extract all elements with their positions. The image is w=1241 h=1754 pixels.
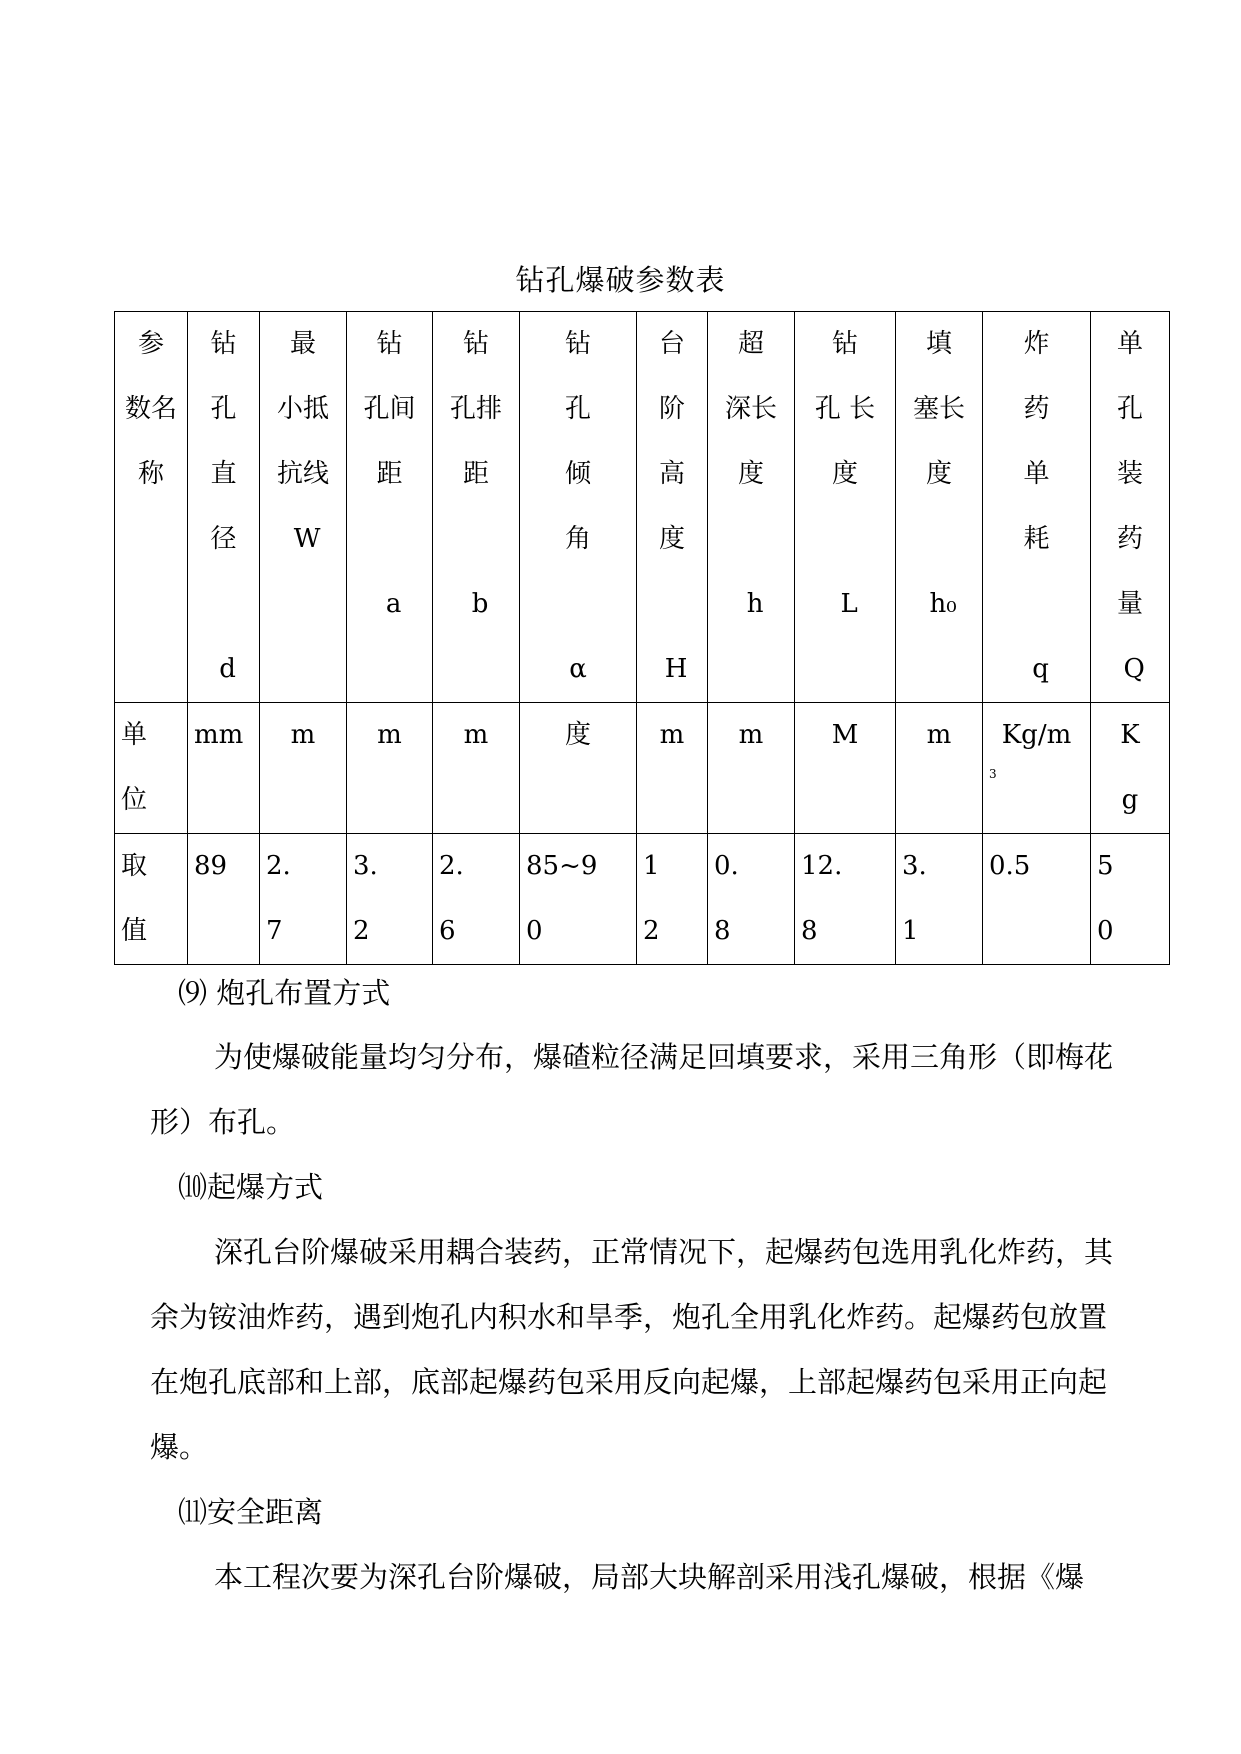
section-9-heading: ⑼ 炮孔布置方式 [178, 976, 391, 1010]
value-cell: 2. 7 [260, 834, 347, 965]
value-cell: 3. 2 [347, 834, 433, 965]
value-cell: 89 [188, 834, 260, 965]
section-9-body: 为使爆破能量均匀分布，爆碴粒径满足回填要求，采用三角形（即梅花形）布孔。 [150, 1040, 1114, 1139]
header-cell-min-burden: 最 小抵 抗线 W [260, 312, 347, 703]
value-row [115, 834, 1170, 965]
header-cell-charge-per-hole: 单 孔 装 药 量 Q [1091, 312, 1170, 703]
unit-superscript: 3 [989, 767, 997, 781]
header-cell-hole-spacing: 钻 孔间 距 a [347, 312, 433, 703]
value-cell: 0. 8 [708, 834, 795, 965]
value-cell: 1 2 [637, 834, 708, 965]
table-title: 钻孔爆破参数表 [515, 263, 726, 297]
value-cell: 5 0 [1091, 834, 1170, 965]
header-cell-hole-diameter: 钻 孔 直 径 d [188, 312, 260, 703]
unit-cell: K g [1091, 703, 1170, 834]
unit-cell: m [347, 703, 433, 834]
unit-cell-powder-factor: Kg/m 3 [983, 703, 1091, 834]
section-11-heading: ⑾安全距离 [178, 1495, 324, 1529]
header-cell-param-name: 参 数名 称 [115, 312, 188, 703]
blasting-parameter-table [114, 311, 1170, 965]
section-10-heading: ⑽起爆方式 [178, 1170, 324, 1204]
header-cell-hole-length: 钻 孔 长 度 L [795, 312, 896, 703]
header-cell-subdrill: 超 深长 度 h [708, 312, 795, 703]
unit-cell: 度 [520, 703, 637, 834]
unit-cell: mm [188, 703, 260, 834]
header-cell-inclination: 钻 孔 倾 角 α [520, 312, 637, 703]
unit-cell: M [795, 703, 896, 834]
section-11-body: 本工程次要为深孔台阶爆破，局部大块解剖采用浅孔爆破，根据《爆 [214, 1560, 1085, 1594]
unit-cell: m [637, 703, 708, 834]
header-cell-bench-height: 台 阶 高 度 H [637, 312, 708, 703]
value-cell: 0.5 [983, 834, 1091, 965]
header-cell-powder-factor: 炸 药 单 耗 q [983, 312, 1091, 703]
header-cell-row-spacing: 钻 孔排 距 b [433, 312, 520, 703]
section-10-body: 深孔台阶爆破采用耦合装药，正常情况下，起爆药包选用乳化炸药，其余为铵油炸药，遇到炮孔内积水和旱季，炮孔全用乳化炸药。起爆药包放置在炮孔底部和上部，底部起爆药包采用反向起爆，上部起爆药包采用正向起爆。 [150, 1235, 1114, 1464]
value-cell: 12. 8 [795, 834, 896, 965]
value-cell: 3. 1 [896, 834, 983, 965]
unit-cell: m [708, 703, 795, 834]
unit-cell: m [433, 703, 520, 834]
value-cell: 2. 6 [433, 834, 520, 965]
unit-cell: m [896, 703, 983, 834]
header-cell-stemming: 填 塞长 度 h₀ [896, 312, 983, 703]
unit-cell: m [260, 703, 347, 834]
value-row-label: 取 值 [115, 834, 188, 965]
value-cell: 85~9 0 [520, 834, 637, 965]
unit-row [115, 703, 1170, 834]
table-header-row [115, 312, 1170, 703]
unit-row-label: 单 位 [115, 703, 188, 834]
